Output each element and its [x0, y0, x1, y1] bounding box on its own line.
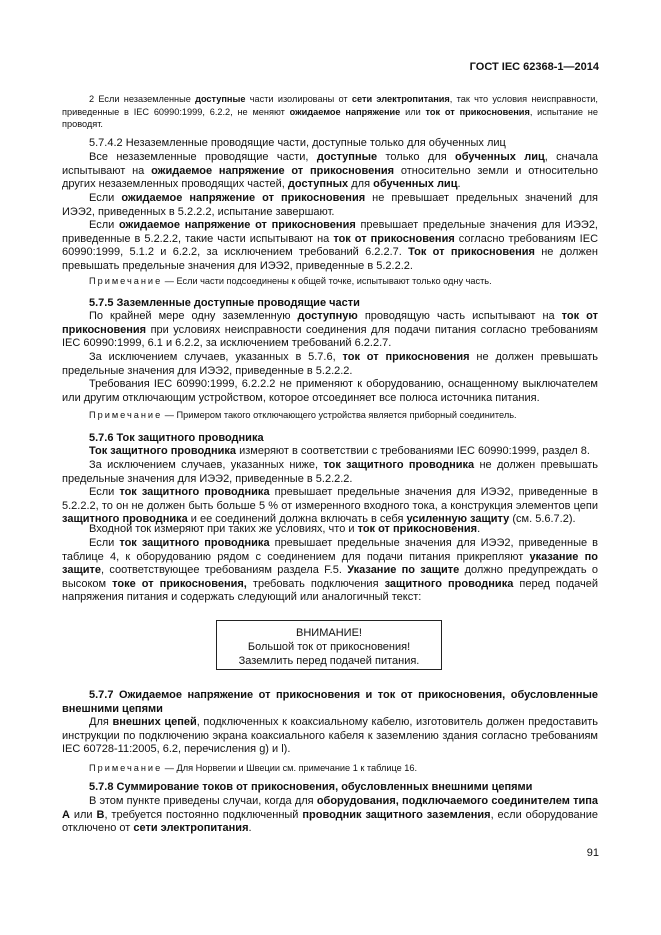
section-5-7-5-note: [62, 409, 598, 422]
text-run: Входной ток измеряют при таких же условиях, что и: [89, 523, 358, 535]
text-run: не превышает предельных значений для ИЭЭ2, приведенных в 5.2.2.2, испытание завершают.: [62, 192, 598, 218]
text-run: В этом пункте приведены случаи, когда для: [89, 795, 317, 807]
text-run: .: [477, 523, 481, 535]
text-run: По крайней мере одну заземленную: [89, 310, 298, 322]
text-run: 2 Если незаземленные: [89, 94, 196, 104]
warning-box: [216, 620, 442, 670]
document-header: ГОСТ IEC 62368-1—2014: [469, 61, 599, 73]
section-5-7-6-paragraph-2: [62, 459, 598, 486]
text-run: Если: [89, 192, 122, 204]
text-run: требовать подключения: [246, 577, 385, 590]
defined-term: ток от прикосновения: [357, 523, 478, 535]
defined-term: В: [96, 808, 105, 821]
text-run: и ее соединений должна включать в себя: [187, 513, 407, 525]
note-label: Примечание: [89, 276, 163, 286]
text-run: измеряют в соответствии с требованиями IEC 60990:1999, раздел 8.: [236, 445, 590, 457]
section-5-7-8-paragraph-1: [62, 795, 598, 836]
text-run: перед подачей напряжения питания и содержать следующий или аналогичный текст:: [62, 577, 599, 603]
defined-term: ожидаемое напряжение от прикосновения: [121, 192, 366, 204]
defined-term: доступную: [297, 310, 358, 322]
section-5-7-6-paragraph-3: [62, 486, 598, 527]
text-run: не должен превышать предельные значения для ИЭЭ2, приведенные в 5.2.2.2.: [62, 459, 598, 485]
text-run: За исключением случаев, указанных ниже,: [89, 459, 324, 471]
text-run: Если: [89, 486, 120, 498]
text-run: превышает предельные значения для ИЭЭ2, приведенные в 5.2.2.2, такие части испытывают на: [62, 219, 598, 245]
section-5-7-4-2-paragraph-3: [62, 219, 598, 273]
defined-term: Ток от прикосновения: [408, 246, 535, 258]
text-run: , соответствующее требованиям раздела F.5.: [101, 564, 348, 576]
text-run: Если: [89, 537, 120, 549]
section-5-7-8-heading: 5.7.8 Суммирование токов от прикосновения, обусловленных внешними цепями: [89, 781, 533, 793]
text-run: .: [457, 178, 461, 190]
text-run: части изолированы от: [245, 94, 352, 104]
defined-term: Указание по защите: [347, 564, 460, 576]
section-5-7-5-paragraph-2: [62, 351, 598, 378]
section-5-7-5-heading: 5.7.5 Заземленные доступные проводящие части: [89, 297, 360, 309]
defined-term: токе от прикосновения,: [112, 577, 247, 590]
defined-term: ток от прикосновения: [425, 106, 530, 117]
section-5-7-4-2-heading: 5.7.4.2 Незаземленные проводящие части, доступные только для обученных лиц: [89, 137, 506, 149]
section-5-7-6-paragraph-4: [62, 523, 598, 537]
text-run: относительно земли и относительно других незаземленных проводящих частей,: [62, 164, 598, 190]
section-5-7-5-paragraph-1: [62, 310, 598, 351]
defined-term: ожидаемое напряжение от прикосновения: [151, 164, 395, 177]
defined-term: оборудования, подключаемого соединителем типа А: [62, 795, 598, 821]
text-run: За исключением случаев, указанных в 5.7.6,: [89, 351, 343, 363]
text-run: (см. 5.6.7.2).: [509, 513, 576, 525]
text-run: не должен превышать предельные значения для ИЭЭ2, приведенные в 5.2.2.2.: [62, 351, 598, 377]
defined-term: ток от прикосновения: [333, 232, 455, 245]
section-5-7-4-2-paragraph-2: [62, 192, 598, 219]
defined-term: внешних цепей: [112, 716, 197, 728]
defined-term: защитного проводника: [384, 577, 514, 590]
defined-term: ожидаемое напряжение от прикосновения: [118, 219, 356, 231]
text-run: или: [400, 106, 426, 117]
defined-term: усиленную защиту: [406, 513, 510, 525]
text-run: согласно требованиям IEC 60990:1999, 5.1.2 и 6.2.2, за исключением требований 6.2.2.7.: [62, 232, 599, 258]
text-run: или: [69, 808, 97, 821]
page-number: 91: [586, 847, 599, 859]
text-run: проводящую часть испытывают на: [357, 310, 562, 322]
text-run: .: [248, 822, 252, 834]
warning-line-3: Заземлить перед подачей питания.: [238, 655, 420, 667]
text-run: не должен превышать предельные значения для ИЭЭ2, приведенные в 5.2.2.2.: [62, 246, 598, 272]
text-run: , испытание не проводят.: [62, 106, 598, 129]
text-run: превышает предельные значения для ИЭЭ2, приведенные в 5.2.2.2, то он не должен быть больше 5 % от измеренного входного тока, а конструкция элементов цепи: [62, 486, 598, 512]
defined-term: защитного проводника: [62, 513, 188, 525]
text-run: Все незаземленные проводящие части,: [89, 151, 317, 163]
note-text: — Для Норвегии и Швеции см. примечание 1 к таблице 16.: [162, 763, 418, 773]
defined-term: обученных лиц: [455, 151, 545, 163]
defined-term: сети электропитания: [133, 822, 249, 834]
text-run: превышает предельные значения для ИЭЭ2, приведенные в таблице 4, к оборудованию рядом с соединением для подачи питания прикрепляют: [62, 537, 598, 563]
text-run: , так что условия неисправности, приведенные в IEC 60990:1999, 6.2.2, не меняют: [62, 94, 598, 117]
defined-term: ток защитного проводника: [119, 537, 270, 549]
section-5-7-6-paragraph-5: [62, 537, 598, 605]
text-run: Для: [89, 716, 113, 728]
warning-line-1: ВНИМАНИЕ!: [296, 627, 362, 639]
text-run: должно предупреждать о высоком: [62, 564, 598, 590]
defined-term: Ток защитного проводника: [89, 445, 237, 457]
section-5-7-7-paragraph-1: [62, 716, 598, 757]
section-5-7-5-paragraph-3: [62, 378, 598, 405]
defined-term: сети электропитания: [351, 94, 450, 104]
text-run: для: [348, 178, 374, 190]
note-label: Примечание: [89, 763, 163, 773]
note-text: — Примером такого отключающего устройства является приборный соединитель.: [162, 410, 517, 420]
defined-term: ток защитного проводника: [119, 486, 270, 498]
text-run: Если: [89, 219, 119, 231]
defined-term: доступных: [287, 178, 349, 190]
defined-term: доступные: [316, 151, 378, 163]
text-run: , сначала испытывают на: [62, 151, 599, 177]
text-run: Требования IEC 60990:1999, 6.2.2.2 не применяют к оборудованию, оснащенному выключателем или другим отключающим устройством, которое отсоединяет все полюса источника питания.: [62, 378, 598, 404]
section-5-7-6-heading: 5.7.6 Ток защитного проводника: [89, 432, 264, 444]
text-run: , подключенных к коаксиальному кабелю, изготовитель должен предоставить инструкции по подключению экрана коаксиального кабеля к заземлению здания согласно требованиям IEC 60728-11:2005, 6.2, перечисления g) и l).: [62, 716, 598, 755]
text-run: , требуется постоянно подключенный: [104, 808, 303, 821]
defined-term: ток от прикосновения: [62, 310, 598, 336]
defined-term: обученных лиц: [373, 178, 458, 190]
text-run: при условиях неисправности соединения для подачи питания согласно требованиям IEC 60990:1999, 6.1 и 6.2.2, за исключением требований 6.2.2.7.: [62, 323, 598, 349]
defined-term: ток от прикосновения: [342, 351, 470, 363]
section-5-7-7-note: [62, 762, 598, 775]
text-run: , если оборудование отключено от: [62, 808, 599, 834]
text-run: только для: [377, 151, 456, 163]
defined-term: ток защитного проводника: [323, 459, 475, 471]
section-5-7-4-2-paragraph-1: [62, 151, 598, 192]
defined-term: ожидаемое напряжение: [289, 106, 401, 117]
section-5-7-4-2-note: [62, 275, 598, 288]
note-2-paragraph: [62, 93, 598, 131]
defined-term: проводник защитного заземления: [302, 808, 491, 821]
defined-term: указание по защите: [62, 550, 598, 576]
defined-term: доступные: [195, 94, 246, 104]
note-text: — Если части подсоединены к общей точке, испытывают только одну часть.: [162, 276, 492, 286]
note-label: Примечание: [89, 410, 163, 420]
section-5-7-6-paragraph-1: [62, 445, 598, 459]
section-5-7-7-heading: 5.7.7 Ожидаемое напряжение от прикосновения и ток от прикосновения, обусловленные внешними цепями: [62, 689, 598, 715]
warning-line-2: Большой ток от прикосновения!: [247, 641, 411, 653]
